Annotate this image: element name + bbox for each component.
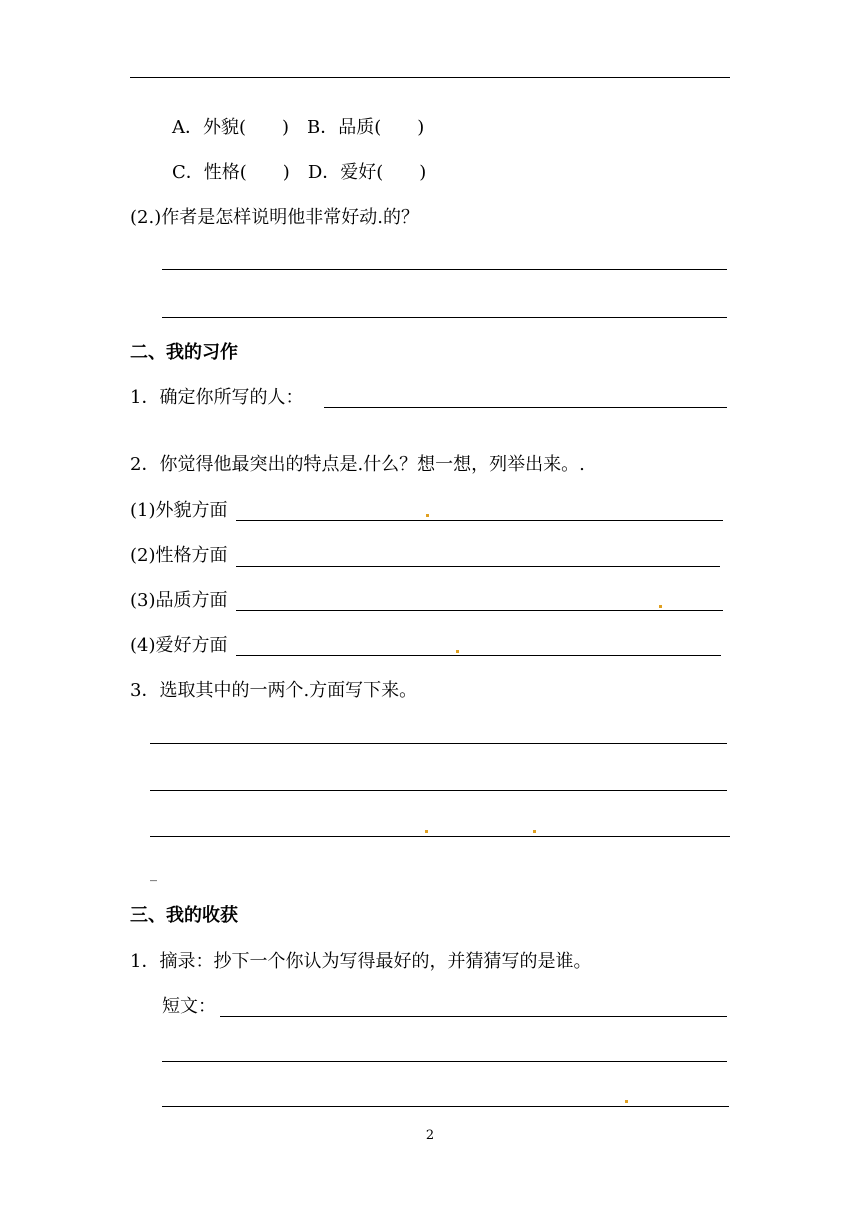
sub-item-appearance: (1)外貌方面 — [130, 500, 228, 521]
short-essay-label: 短文： — [162, 996, 216, 1017]
item-1-prompt: 1．摘录：抄下一个你认为写得最好的，并猜猜写的是谁。 — [130, 951, 592, 972]
mark-dot — [533, 830, 536, 833]
answer-line[interactable] — [220, 1016, 727, 1017]
mark-dot — [625, 1100, 628, 1103]
sub-item-hobby: (4)爱好方面 — [130, 635, 228, 656]
header-rule — [130, 77, 730, 78]
answer-line[interactable] — [236, 566, 720, 567]
options-row-2: C．性格( ) D．爱好( ) — [172, 162, 427, 183]
mark-dot — [659, 605, 662, 608]
section-heading: 三、我的收获 — [130, 905, 238, 926]
answer-line[interactable] — [162, 1106, 729, 1107]
answer-line[interactable] — [162, 269, 727, 270]
item-3-prompt: 3．选取其中的一两个.方面写下来。 — [130, 680, 418, 701]
answer-line[interactable] — [162, 317, 727, 318]
item-2-prompt: 2．你觉得他最突出的特点是.什么？想一想，列举出来。. — [130, 454, 585, 475]
answer-line[interactable] — [162, 1061, 727, 1062]
answer-line[interactable] — [236, 610, 723, 611]
answer-line[interactable] — [236, 520, 723, 521]
answer-line[interactable] — [150, 836, 730, 837]
page-number: 2 — [425, 1128, 435, 1143]
answer-line[interactable] — [150, 743, 727, 744]
mark-dot — [456, 650, 459, 653]
section-heading: 二、我的习作 — [130, 342, 238, 363]
answer-line[interactable] — [324, 407, 727, 408]
stray-underscore: _ — [150, 866, 157, 882]
answer-line[interactable] — [150, 790, 727, 791]
question-2: (2.)作者是怎样说明他非常好动.的？ — [130, 207, 419, 228]
mark-dot — [425, 830, 428, 833]
options-row-1: A．外貌( ) B．品质( ) — [172, 117, 425, 138]
sub-item-personality: (2)性格方面 — [130, 545, 228, 566]
item-1-prompt: 1．确定你所写的人： — [130, 387, 304, 408]
sub-item-character: (3)品质方面 — [130, 590, 228, 611]
mark-dot — [426, 514, 429, 517]
answer-line[interactable] — [236, 655, 721, 656]
